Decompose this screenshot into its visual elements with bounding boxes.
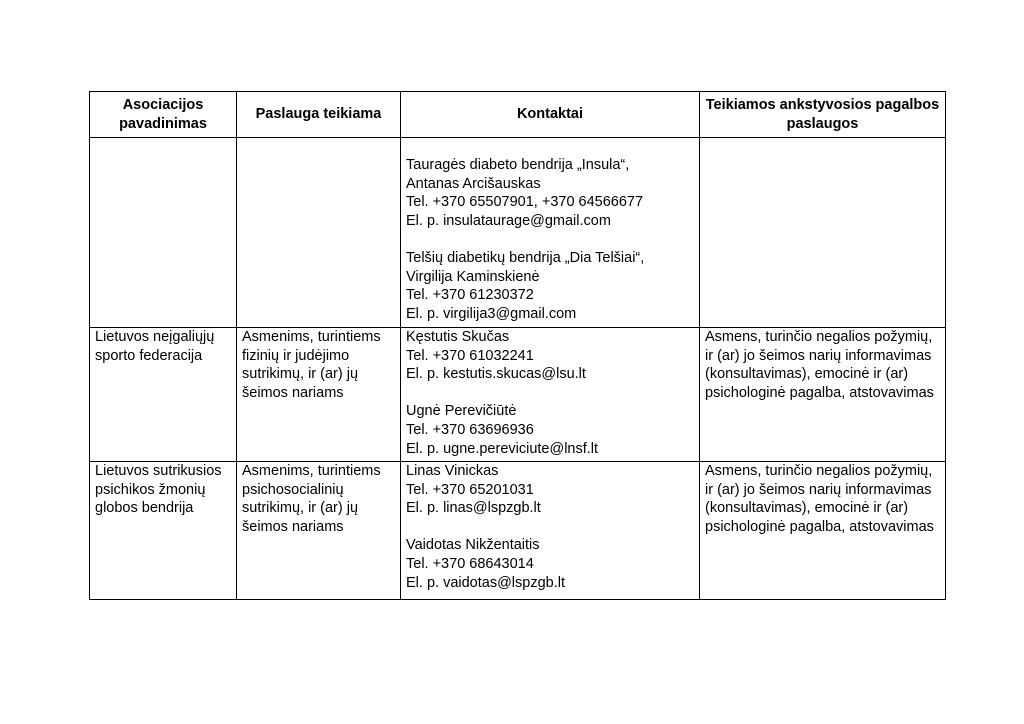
- cell-association-name: Lietuvos sutrikusios psichikos žmonių globos bendrija: [90, 462, 237, 600]
- contact-line: Ugnė Perevičiūtė: [406, 403, 517, 420]
- contact-line: Tel. +370 65201031: [406, 481, 534, 498]
- associations-table: [89, 91, 946, 600]
- contact-block: [406, 328, 694, 384]
- contact-line: Vaidotas Nikžentaitis: [406, 537, 540, 554]
- contact-line: El. p. insulataurage@gmail.com: [406, 212, 611, 229]
- contact-line: El. p. virgilija3@gmail.com: [406, 305, 577, 322]
- contact-line: Tel. +370 61032241: [406, 347, 534, 364]
- cell-contacts: [401, 328, 700, 462]
- table-row: [90, 462, 946, 600]
- table-row: [90, 138, 946, 328]
- contact-line: Tel. +370 61230372: [406, 287, 534, 304]
- contact-line: Tel. +370 65507901, +370 64566677: [406, 194, 644, 211]
- cell-contacts: [401, 138, 700, 328]
- header-association-name: Asociacijos pavadinimas: [90, 92, 237, 138]
- contact-line: El. p. linas@lspzgb.lt: [406, 500, 541, 517]
- table-header-row: [90, 92, 946, 138]
- cell-service: [237, 138, 401, 328]
- contact-line: Virgilija Kaminskienė: [406, 268, 540, 285]
- cell-service: Asmenims, turintiems psichosocialinių sutrikimų, ir (ar) jų šeimos nariams: [237, 462, 401, 600]
- header-service: Paslauga teikiama: [237, 92, 401, 138]
- contact-line: Tel. +370 63696936: [406, 421, 534, 438]
- contact-line: Tel. +370 68643014: [406, 555, 534, 572]
- contact-line: Telšių diabetikų bendrija „Dia Telšiai“,: [406, 249, 645, 266]
- contact-line: El. p. ugne.pereviciute@lnsf.lt: [406, 440, 599, 457]
- cell-association-name: Lietuvos neįgaliųjų sporto federacija: [90, 328, 237, 462]
- cell-service: Asmenims, turintiems fizinių ir judėjimo sutrikimų, ir (ar) jų šeimos nariams: [237, 328, 401, 462]
- cell-early-help: Asmens, turinčio negalios požymių, ir (ar) jo šeimos narių informavimas (konsultavimas), emocinė ir (ar) psichologinė pagalba, atstovavimas: [700, 462, 946, 600]
- cell-early-help: Asmens, turinčio negalios požymių, ir (ar) jo šeimos narių informavimas (konsultavimas), emocinė ir (ar) psichologinė pagalba, atstovavimas: [700, 328, 946, 462]
- contact-line: El. p. vaidotas@lspzgb.lt: [406, 574, 565, 591]
- contact-block: [406, 156, 694, 230]
- contact-line: Kęstutis Skučas: [406, 329, 510, 345]
- contact-line: Antanas Arcišauskas: [406, 175, 541, 192]
- table-row: [90, 328, 946, 462]
- contact-block: [406, 462, 694, 518]
- contact-block: [406, 249, 694, 323]
- contact-block: [406, 402, 694, 458]
- cell-contacts: [401, 462, 700, 600]
- contact-line: Tauragės diabeto bendrija „Insula“,: [406, 157, 630, 173]
- contact-line: El. p. kestutis.skucas@lsu.lt: [406, 366, 586, 383]
- cell-association-name: [90, 138, 237, 328]
- header-contacts: Kontaktai: [401, 92, 700, 138]
- cell-early-help: [700, 138, 946, 328]
- contact-line: Linas Vinickas: [406, 463, 499, 479]
- header-early-help: Teikiamos ankstyvosios pagalbos paslaugos: [700, 92, 946, 138]
- contact-block: [406, 536, 694, 592]
